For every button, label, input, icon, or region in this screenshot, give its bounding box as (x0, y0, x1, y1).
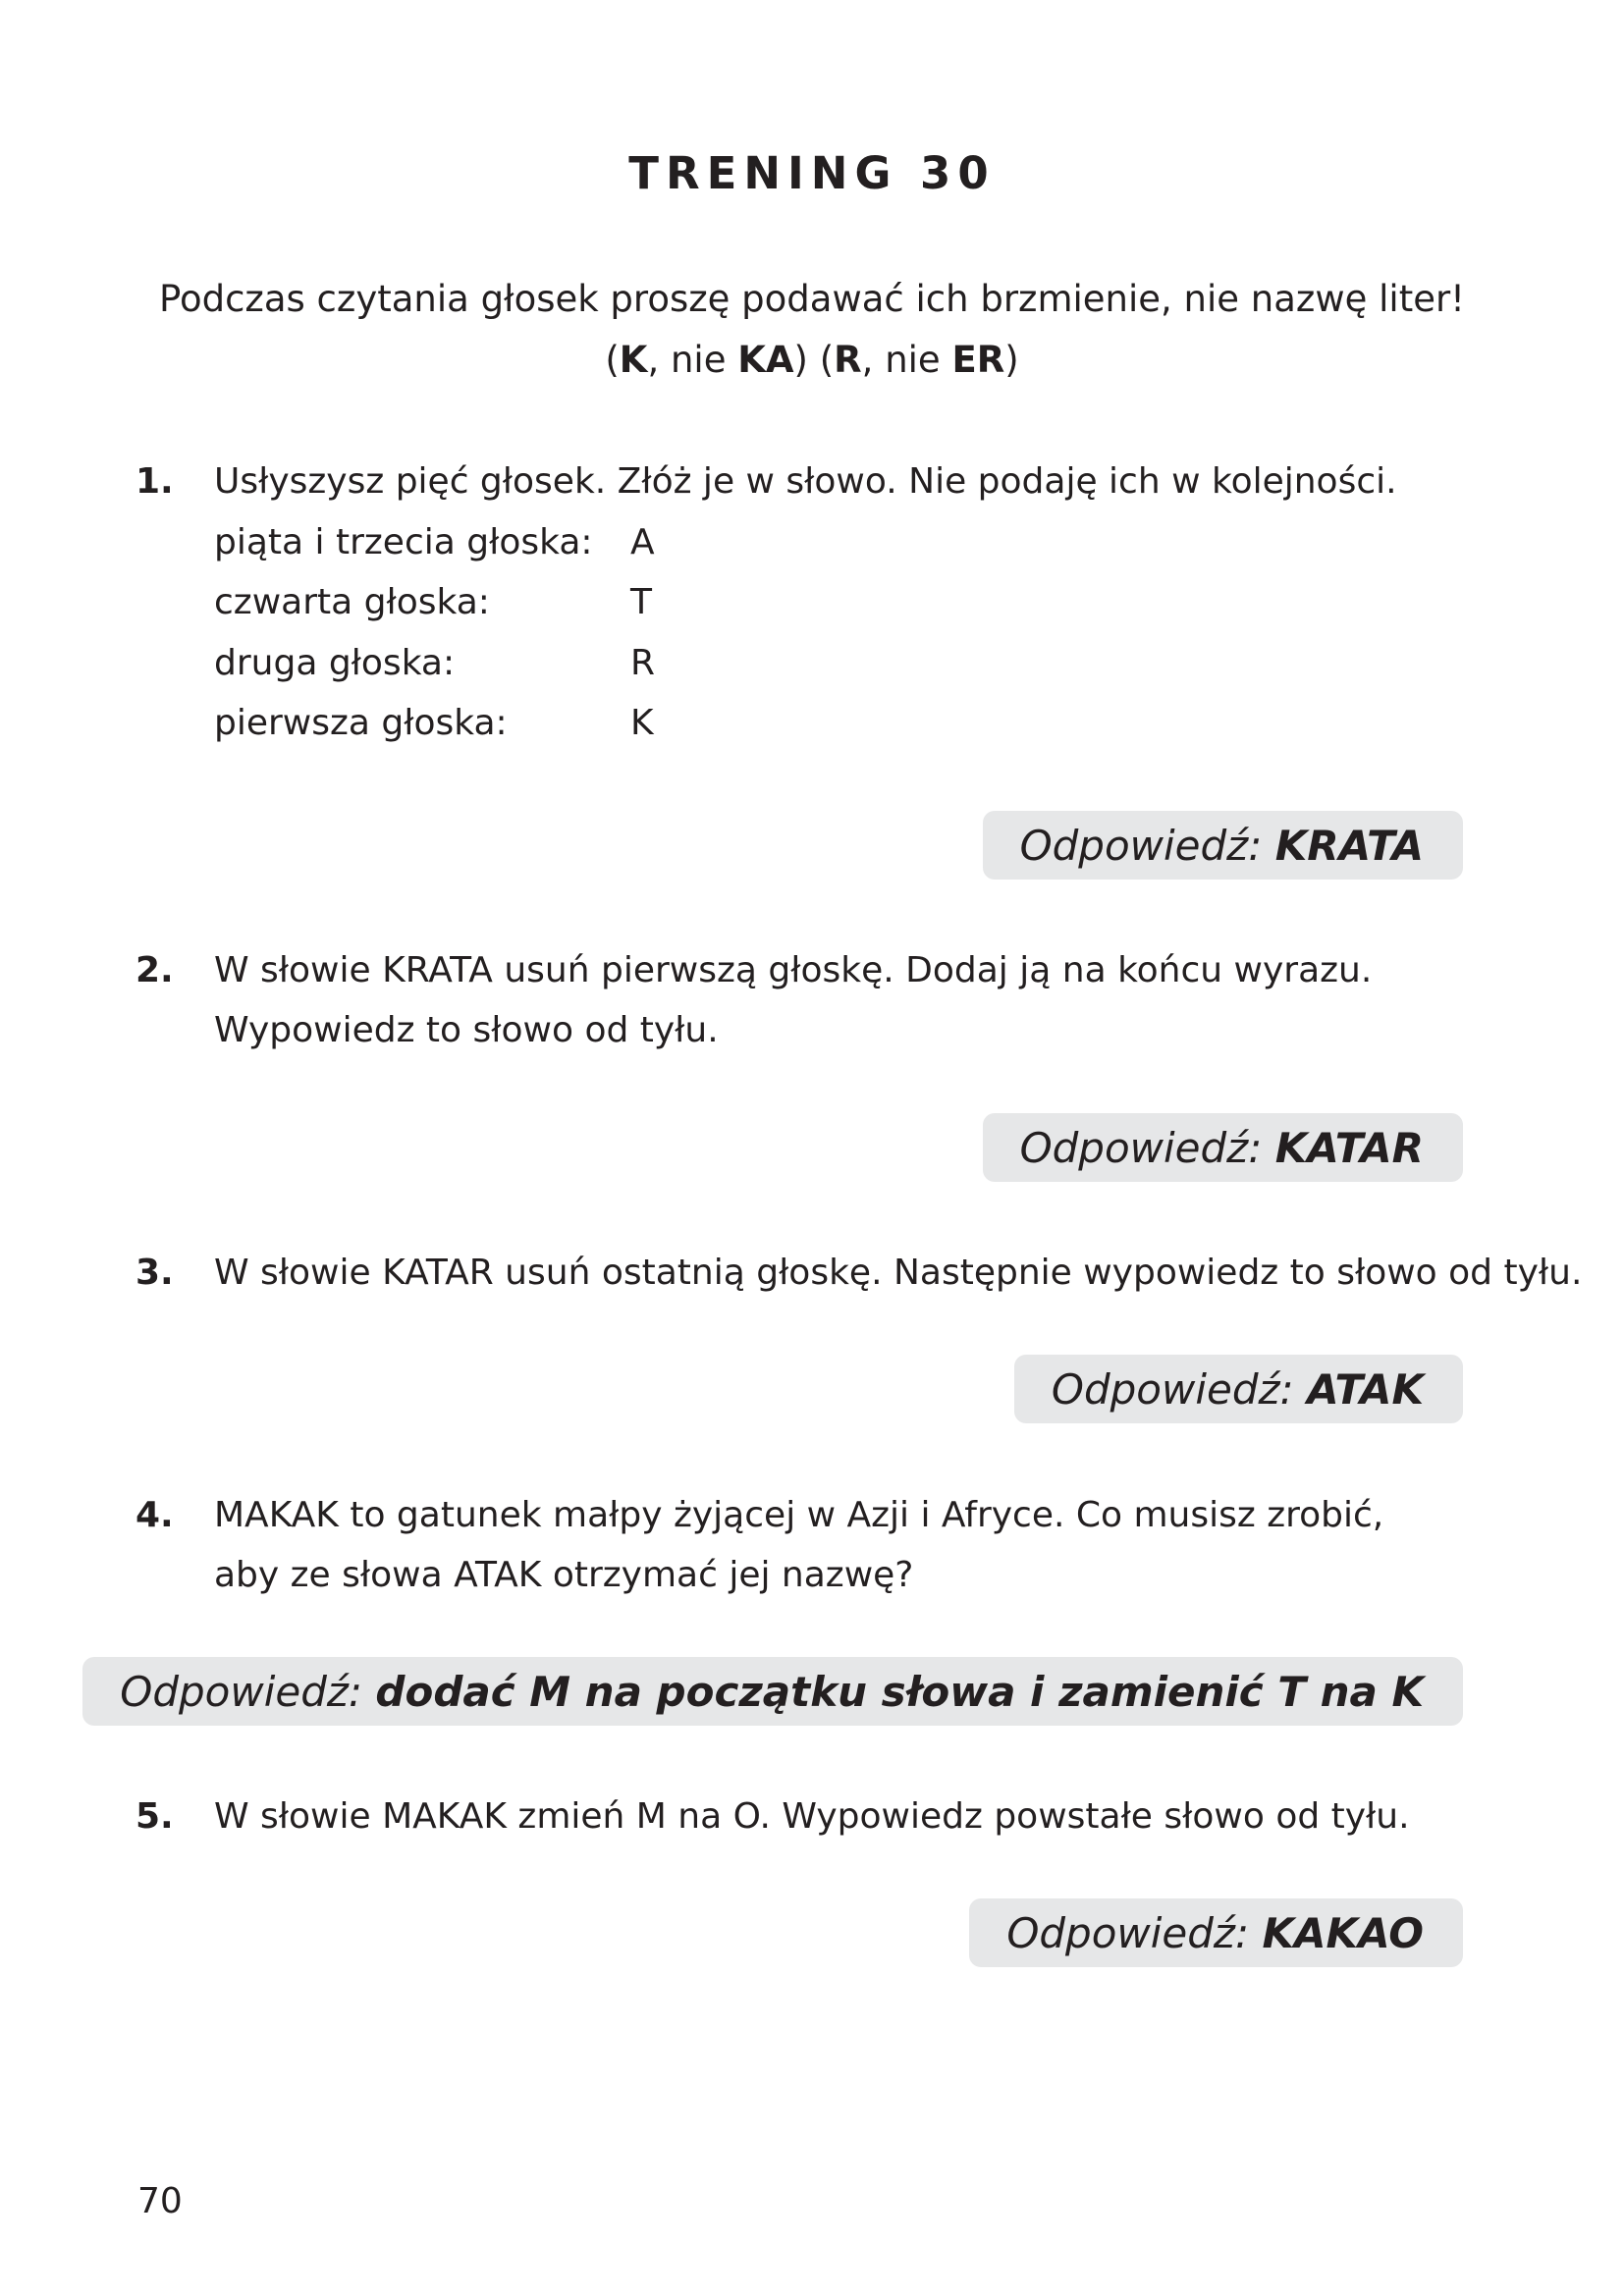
answer-value: ATAK (1307, 1364, 1424, 1414)
answer-box-3 (1014, 1355, 1463, 1423)
question-3-text: W słowie KATAR usuń ostatnią głoskę. Następnie wypowiedz to słowo od tyłu. (214, 1253, 1583, 1293)
answer-label: Odpowiedź: (1019, 1123, 1263, 1172)
question-5-text: W słowie MAKAK zmień M na O. Wypowiedz powstałe słowo od tyłu. (214, 1796, 1410, 1837)
answer-value: KRATA (1274, 821, 1424, 870)
answer-box-5 (969, 1898, 1463, 1967)
question-2-text-line1: W słowie KRATA usuń pierwszą głoskę. Dodaj ją na końcu wyrazu. (214, 950, 1373, 990)
hint-value: T (630, 582, 652, 622)
answer-box-1 (983, 811, 1463, 880)
answer-box-2 (983, 1113, 1463, 1182)
answer-label: Odpowiedź: (1006, 1908, 1250, 1957)
answer-label: Odpowiedź: (1019, 821, 1263, 870)
question-5-number: 5. (135, 1796, 174, 1837)
answer-label: Odpowiedź: (1051, 1364, 1294, 1414)
answer-box-4 (82, 1657, 1463, 1726)
answer-value: KAKAO (1262, 1908, 1424, 1957)
question-4-number: 4. (135, 1495, 174, 1535)
question-2-number: 2. (135, 950, 174, 990)
question-1-number: 1. (135, 461, 174, 502)
question-4-text-line2: aby ze słowa ATAK otrzymać jej nazwę? (214, 1555, 914, 1595)
hint-label: druga głoska: (214, 643, 456, 683)
question-4-text-line1: MAKAK to gatunek małpy żyjącej w Azji i Afryce. Co musisz zrobić, (214, 1495, 1384, 1535)
question-1-text: Usłyszysz pięć głosek. Złóż je w słowo. Nie podaję ich w kolejności. (214, 461, 1397, 502)
hint-value: K (630, 703, 654, 743)
hint-value: A (630, 522, 655, 562)
question-2-text-line2: Wypowiedz to słowo od tyłu. (214, 1010, 719, 1050)
intro-instruction: Podczas czytania głosek proszę podawać ich brzmienie, nie nazwę liter! (158, 278, 1466, 320)
hint-value: R (630, 643, 656, 683)
answer-label: Odpowiedź: (120, 1667, 363, 1716)
intro-letter-note: (K, nie KA) (R, nie ER) (605, 339, 1019, 381)
answer-value: dodać M na początku słowa i zamienić T na K (375, 1667, 1424, 1716)
hint-label: piąta i trzecia głoska: (214, 522, 593, 562)
page-number: 70 (137, 2181, 183, 2221)
answer-value: KATAR (1274, 1123, 1424, 1172)
page-title: TRENING 30 (628, 147, 996, 199)
hint-label: czwarta głoska: (214, 582, 490, 622)
question-3-number: 3. (135, 1253, 174, 1293)
hint-label: pierwsza głoska: (214, 703, 508, 743)
